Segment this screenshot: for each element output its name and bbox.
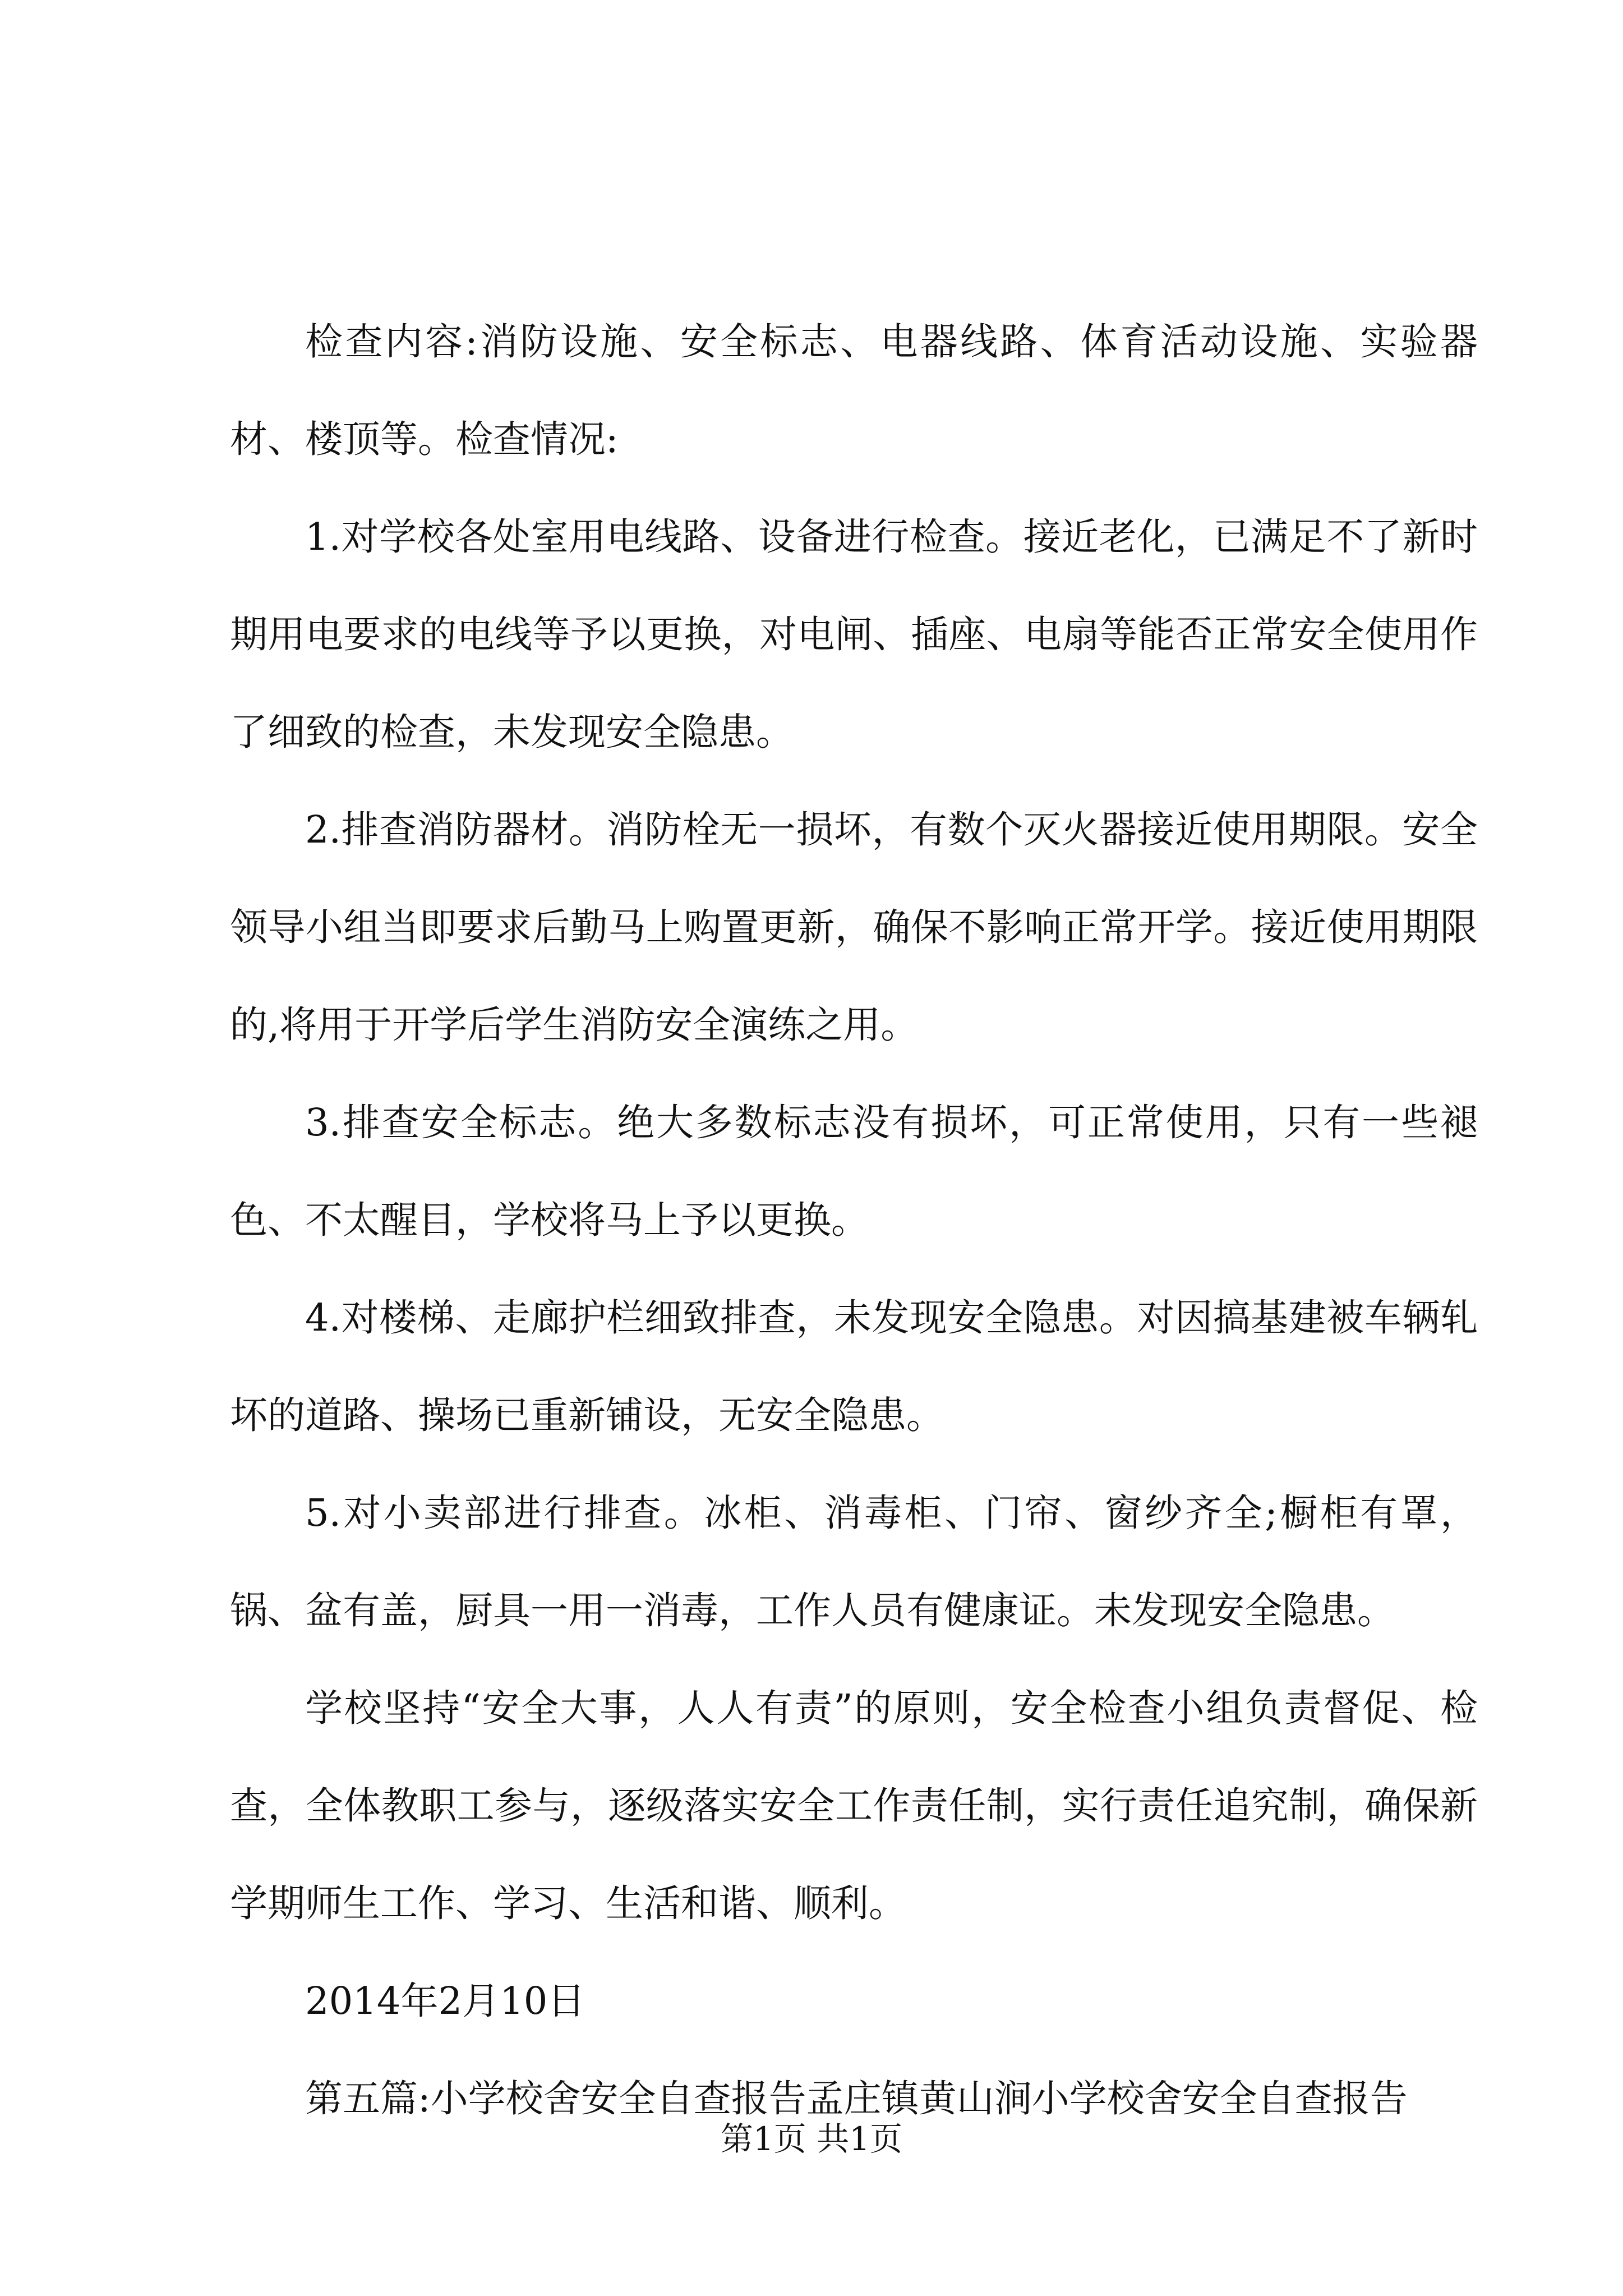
document-body xyxy=(230,293,1478,2147)
paragraph-item-2-fire-equipment: 2.排查消防器材。消防栓无一损坏，有数个灭火器接近使用期限。安全领导小组当即要求后勤马上购置更新，确保不影响正常开学。接近使用期限的,将用于开学后学生消防安全演练之用。 xyxy=(230,808,1478,1047)
paragraph-item-1-electrical: 1.对学校各处室用电线路、设备进行检查。接近老化，已满足不了新时期用电要求的电线等予以更换，对电闸、插座、电扇等能否正常安全使用作了细致的检查，未发现安全隐患。 xyxy=(230,515,1478,754)
paragraph-item-4-stairs-railings: 4.对楼梯、走廊护栏细致排查，未发现安全隐患。对因搞基建被车辆轧坏的道路、操场已重新铺设，无安全隐患。 xyxy=(230,1296,1478,1437)
paragraph-chapter-title: 第五篇:小学校舍安全自查报告孟庄镇黄山涧小学校舍安全自查报告 xyxy=(305,2077,1408,2120)
page-footer: 第1页 共1页 xyxy=(720,2120,903,2158)
paragraph-item-5-canteen-shop: 5.对小卖部进行排查。冰柜、消毒柜、门帘、窗纱齐全;橱柜有罩，锅、盆有盖，厨具一用一消毒，工作人员有健康证。未发现安全隐患。 xyxy=(230,1491,1478,1632)
paragraph-item-3-safety-signs: 3.排查安全标志。绝大多数标志没有损坏，可正常使用，只有一些褪色、不太醒目，学校将马上予以更换。 xyxy=(230,1101,1478,1242)
paragraph-inspection-content: 检查内容:消防设施、安全标志、电器线路、体育活动设施、实验器材、楼顶等。检查情况: xyxy=(230,320,1478,461)
paragraph-principle: 学校坚持“安全大事，人人有责”的原则，安全检查小组负责督促、检查，全体教职工参与，逐级落实安全工作责任制，实行责任追究制，确保新学期师生工作、学习、生活和谐、顺利。 xyxy=(230,1686,1478,1925)
paragraph-date: 2014年2月10日 xyxy=(305,1979,585,2023)
